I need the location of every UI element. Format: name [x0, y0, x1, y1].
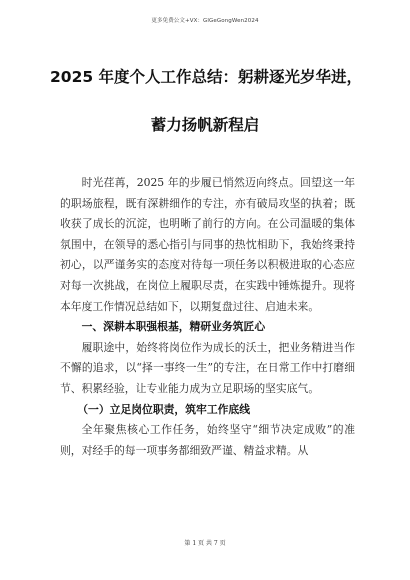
subsection1-paragraph: 全年聚焦核心工作任务，始终坚守“细节决定成败”的准则，对经手的每一项事务都细致严谨、精益求精。从 [60, 423, 355, 457]
document-body [60, 173, 355, 461]
subsection1-heading: （一）立足岗位职责，筑牢工作底线 [77, 402, 251, 416]
section1-paragraph: 履职途中，始终将岗位作为成长的沃土，把业务精进当作不懈的追求，以“择一事终一生”的专注，在日常工作中打磨细节、积累经验，让专业能力成为立足职场的坚实底气。 [60, 340, 355, 395]
section1-heading: 一、深耕本职强根基，精研业务筑匠心 [81, 320, 266, 334]
header-note: 更多免费公文+VX：GlGeGongWen2024 [151, 18, 259, 24]
page-number: 第 1 页 共 7 页 [184, 540, 226, 547]
document-title-line1: 2025 年度个人工作总结：躬耕逐光岁华进， [50, 68, 363, 86]
intro-paragraph: 时光荏苒，2025 年的步履已悄然迈向终点。回望这一年的职场旅程，既有深耕细作的专注，亦有破局攻坚的执着；既收获了成长的沉淀，也明晰了前行的方向。在公司温暖的集体氛围中，在领导的悉心指引与同事的热忱相助下，我始终秉持初心，以严谨务实的态度对待每一项任务以积极进取的心态应对每一次挑战，在岗位上履职尽责，在实践中锤炼提升。现将本年度工作情况总结如下，以期复盘过往、启迪未来。 [60, 176, 355, 313]
document-title-line2: 蓄力扬帆新程启 [150, 116, 260, 134]
